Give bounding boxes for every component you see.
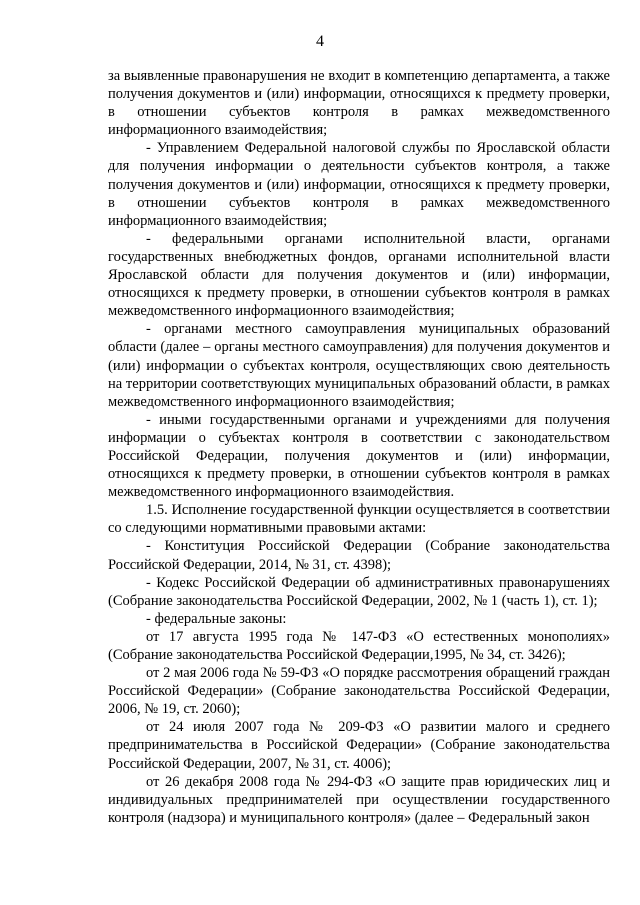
document-body xyxy=(108,67,610,827)
page-number: 4 xyxy=(316,33,324,50)
paragraph: - федеральные законы: xyxy=(146,610,287,627)
paragraph: - Конституция Российской Федерации (Собрание законодательства Российской Федерации, 2014, № 31, ст. 4398); xyxy=(108,538,610,573)
paragraph: - Кодекс Российской Федерации об административных правонарушениях (Собрание законодательства Российской Федерации, 2002, № 1 (часть 1), ст. 1); xyxy=(108,574,610,609)
paragraph: от 26 декабря 2008 года № 294-ФЗ «О защите прав юридических лиц и индивидуальных предпринимателей при осуществлении государственного контроля (надзора) и муниципального контроля» (далее – Федеральный закон xyxy=(108,773,610,826)
paragraph: - Управлением Федеральной налоговой службы по Ярославской области для получения информации о деятельности субъектов контроля, а также получения документов и (или) информации, относящихся к предмету проверки, в отношении субъектов контроля в рамках межведомственного информационного взаимодействия; xyxy=(108,140,610,229)
paragraph: - органами местного самоуправления муниципальных образований области (далее – органы местного самоуправления) для получения документов и (или) информации о субъектах контроля, осуществляющих свою деятельность на территории соответствующих муниципальных образований области, в рамках межведомственного информационного взаимодействия; xyxy=(108,321,610,410)
paragraph: от 17 августа 1995 года № 147-ФЗ «О естественных монополиях» (Собрание законодательства Российской Федерации,1995, № 34, ст. 3426); xyxy=(108,628,610,663)
paragraph: от 2 мая 2006 года № 59-ФЗ «О порядке рассмотрения обращений граждан Российской Федерации» (Собрание законодательства Российской Федерации, 2006, № 19, ст. 2060); xyxy=(108,665,610,718)
paragraph: - иными государственными органами и учреждениями для получения информации о субъектах контроля в соответствии с законодательством Российской Федерации, получения документов и (или) информации, относящихся к предмету проверки, в отношении субъектов контроля в рамках межведомственного информационного взаимодействия. xyxy=(108,411,610,501)
paragraph: за выявленные правонарушения не входит в компетенцию департамента, а также получения документов и (или) информации, относящихся к предмету проверки, в отношении субъектов контроля в рамках межведомственного информационного взаимодействия; xyxy=(108,68,610,139)
paragraph: - федеральными органами исполнительной власти, органами государственных внебюджетных фондов, органами исполнительной власти Ярославской области для получения документов и (или) информации, относящихся к предмету проверки, в отношении субъектов контроля в рамках межведомственного информационного взаимодействия; xyxy=(108,230,610,320)
paragraph: 1.5. Исполнение государственной функции осуществляется в соответствии со следующими нормативными правовыми актами: xyxy=(108,502,610,537)
paragraph: от 24 июля 2007 года № 209-ФЗ «О развитии малого и среднего предпринимательства в Российской Федерации» (Собрание законодательства Российской Федерации, 2007, № 31, ст. 4006); xyxy=(108,719,610,772)
